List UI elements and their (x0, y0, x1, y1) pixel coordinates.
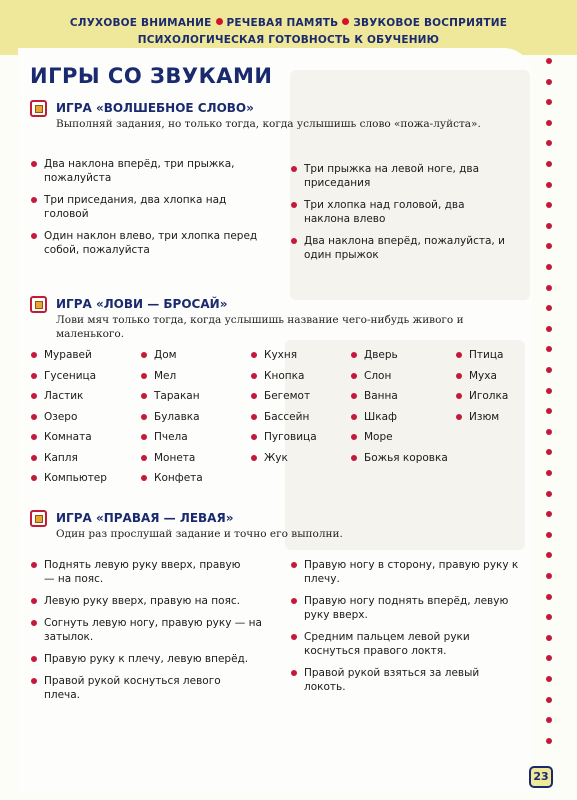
page-number: 23 (529, 766, 553, 788)
word-item: Бассейн (250, 410, 309, 424)
list-item: Правой рукой взяться за левый локоть. (290, 666, 504, 694)
word-item: Комната (30, 430, 92, 444)
list-item: Правую руку к плечу, левую вперёд. (30, 652, 270, 666)
word-item: Пчела (140, 430, 188, 444)
decorative-dot (546, 264, 552, 270)
task-list-right (290, 162, 515, 270)
decorative-dot (546, 326, 552, 332)
page-title: ИГРЫ СО ЗВУКАМИ (30, 64, 273, 88)
word-item: Дом (140, 348, 177, 362)
word-item: Монета (140, 451, 195, 465)
word-item: Изюм (455, 410, 499, 424)
game-cube-icon (30, 510, 47, 527)
word-item: Таракан (140, 389, 200, 403)
list-item: Правой рукой коснуться левого плеча. (30, 674, 259, 702)
decorative-dot (546, 491, 552, 497)
list-item: Правую ногу в сторону, правую руку к плечу. (290, 558, 544, 586)
decorative-dot (546, 635, 552, 641)
word-item: Конфета (140, 471, 203, 485)
header-subtitle: ПСИХОЛОГИЧЕСКАЯ ГОТОВНОСТЬ К ОБУЧЕНИЮ (137, 34, 440, 46)
game-cube-icon (30, 100, 47, 117)
decorative-dot (546, 202, 552, 208)
word-item: Муравей (30, 348, 92, 362)
word-item: Капля (30, 451, 78, 465)
list-item: Левую руку вверх, правую на пояс. (30, 594, 270, 608)
word-item: Слон (350, 369, 391, 383)
task-list-left (30, 157, 270, 265)
decorative-dot (546, 140, 552, 146)
word-item: Море (350, 430, 393, 444)
list-item: Два наклона вперёд, пожалуйста, и один прыжок (290, 234, 526, 262)
word-item: Озеро (30, 410, 77, 424)
header-topic: РЕЧЕВАЯ ПАМЯТЬ (226, 17, 339, 29)
decorative-dot (546, 511, 552, 517)
word-item: Кнопка (250, 369, 304, 383)
word-item: Бегемот (250, 389, 310, 403)
game-title: ИГРА «ПРАВАЯ — ЛЕВАЯ» (56, 511, 234, 525)
word-item: Ванна (350, 389, 398, 403)
list-item: Правую ногу поднять вперёд, левую руку вверх. (290, 594, 529, 622)
word-item: Иголка (455, 389, 508, 403)
word-item: Булавка (140, 410, 200, 424)
list-item: Один наклон влево, три хлопка перед собой, пожалуйста (30, 229, 259, 257)
game-title: ИГРА «ЛОВИ — БРОСАЙ» (56, 297, 228, 311)
decorative-dot (546, 573, 552, 579)
bullet-dot-icon (216, 18, 223, 25)
header-topics (0, 17, 577, 29)
header-topic: СЛУХОВОЕ ВНИМАНИЕ (69, 17, 212, 29)
decorative-dot (546, 408, 552, 414)
decorative-dot (546, 346, 552, 352)
decorative-dot (546, 697, 552, 703)
decorative-dot (546, 738, 552, 744)
decorative-dot (546, 614, 552, 620)
decorative-dot (546, 120, 552, 126)
decorative-dot (546, 532, 552, 538)
decorative-dot (546, 367, 552, 373)
game-description: Лови мяч только тогда, когда услышишь название чего-нибудь живого и маленького. (56, 314, 464, 340)
decorative-dot (546, 594, 552, 600)
decorative-dot (546, 182, 552, 188)
game-title: ИГРА «ВОЛШЕБНОЕ СЛОВО» (56, 101, 254, 115)
decorative-dot (546, 717, 552, 723)
list-item: Три приседания, два хлопка над головой (30, 193, 244, 221)
word-item: Пуговица (250, 430, 317, 444)
word-item: Мел (140, 369, 176, 383)
game-description: Выполняй задания, но только тогда, когда услышишь слово «пожа-луйста». (56, 118, 481, 130)
list-item: Три хлопка над головой, два наклона влево (290, 198, 504, 226)
decorative-dot (546, 243, 552, 249)
game-description: Один раз прослушай задание и точно его выполни. (56, 528, 343, 540)
decorative-dot (546, 429, 552, 435)
decorative-dot (546, 285, 552, 291)
decorative-dot (546, 99, 552, 105)
word-item: Кухня (250, 348, 297, 362)
header-topic: ЗВУКОВОЕ ВОСПРИЯТИЕ (353, 17, 508, 29)
word-item: Птица (455, 348, 503, 362)
word-item: Жук (250, 451, 288, 465)
decorative-dot (546, 58, 552, 64)
word-item: Шкаф (350, 410, 397, 424)
list-item: Три прыжка на левой ноге, два приседания (290, 162, 515, 190)
decorative-dot (546, 676, 552, 682)
word-item: Муха (455, 369, 497, 383)
decorative-dot (546, 305, 552, 311)
list-item: Два наклона вперёд, три прыжка, пожалуйста (30, 157, 270, 185)
task-list-right (290, 558, 530, 702)
game-cube-icon (30, 296, 47, 313)
decorative-dot (546, 388, 552, 394)
list-item: Согнуть левую ногу, правую руку — на затылок. (30, 616, 274, 644)
list-item: Поднять левую руку вверх, правую — на пояс. (30, 558, 244, 586)
decorative-dot (546, 655, 552, 661)
decorative-dot (546, 470, 552, 476)
decorative-dot (546, 449, 552, 455)
list-item: Средним пальцем левой руки коснуться правого локтя. (290, 630, 514, 658)
word-item: Ластик (30, 389, 83, 403)
bullet-dot-icon (342, 18, 349, 25)
word-item: Компьютер (30, 471, 107, 485)
word-item: Дверь (350, 348, 398, 362)
decorative-dot (546, 552, 552, 558)
page-header (0, 0, 577, 55)
decorative-dot (546, 79, 552, 85)
word-item: Божья коровка (350, 451, 448, 465)
word-item: Гусеница (30, 369, 96, 383)
decorative-dot (546, 223, 552, 229)
decorative-dot (546, 161, 552, 167)
task-list-left (30, 558, 270, 710)
